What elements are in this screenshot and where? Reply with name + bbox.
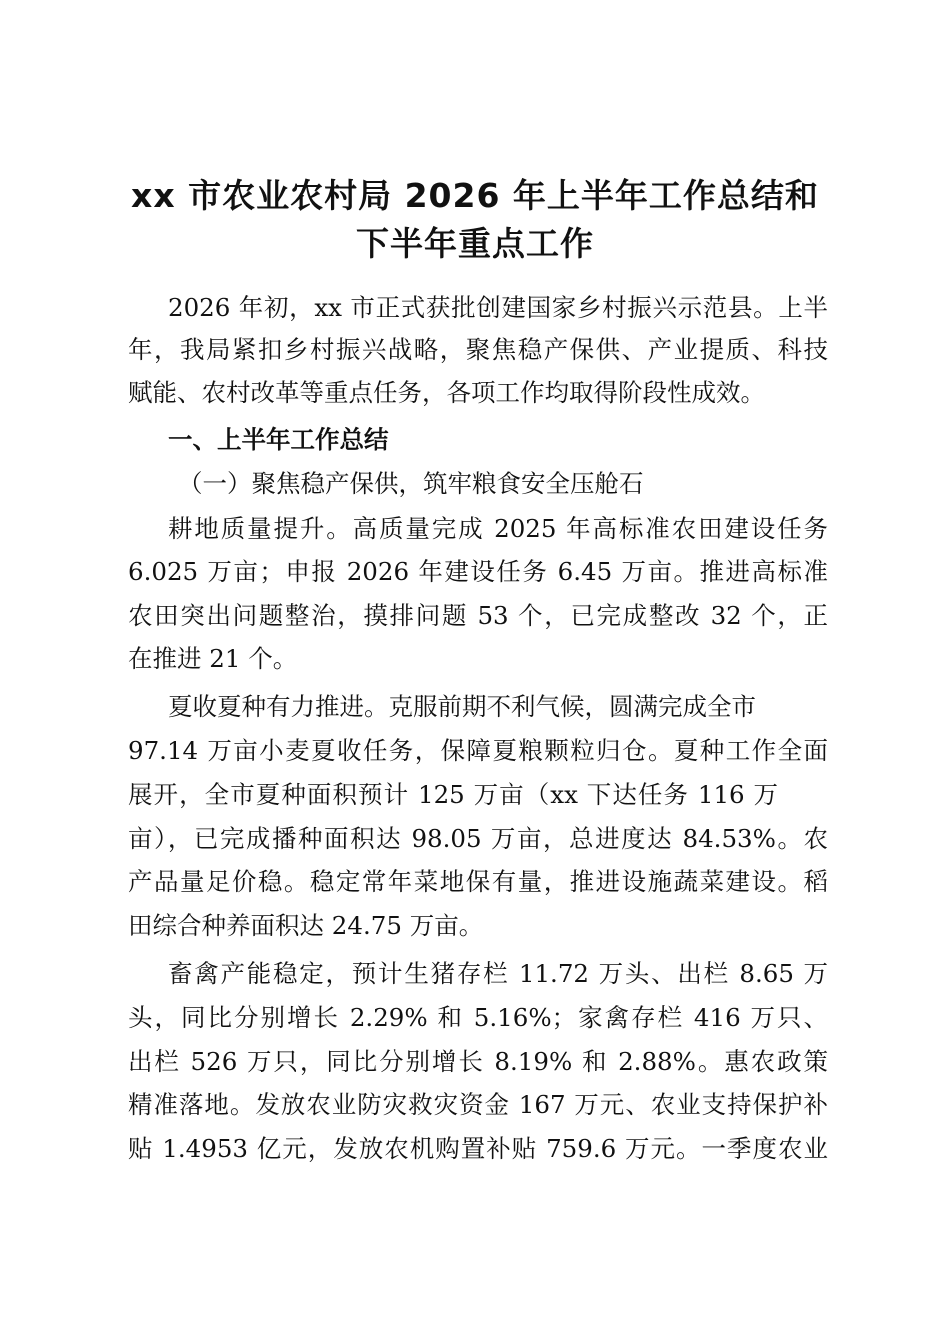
- paragraph-3-line-5: 贴 1.4953 亿元，发放农机购置补贴 759.6 万元。一季度农业: [128, 1134, 828, 1163]
- paragraph-1-line-1: 耕地质量提升。高质量完成 2025 年高标准农田建设任务: [168, 514, 828, 543]
- paragraph-2-line-4: 亩），已完成播种面积达 98.05 万亩，总进度达 84.53%。农: [128, 824, 828, 853]
- subsection-heading-1: （一）聚焦稳产保供，筑牢粮食安全压舱石: [178, 469, 644, 498]
- intro-line-3: 赋能、农村改革等重点任务，各项工作均取得阶段性成效。: [128, 378, 765, 407]
- paragraph-2-line-5: 产品量足价稳。稳定常年菜地保有量，推进设施蔬菜建设。稻: [128, 867, 828, 896]
- paragraph-1-line-4: 在推进 21 个。: [128, 644, 298, 673]
- intro-line-1: 2026 年初，xx 市正式获批创建国家乡村振兴示范县。上半: [168, 293, 828, 322]
- paragraph-3-line-4: 精准落地。发放农业防灾救灾资金 167 万元、农业支持保护补: [128, 1090, 828, 1119]
- paragraph-2-line-6: 田综合种养面积达 24.75 万亩。: [128, 911, 484, 940]
- document-title-line-1: xx 市农业农村局 2026 年上半年工作总结和: [131, 176, 819, 215]
- paragraph-2-line-2: 97.14 万亩小麦夏收任务，保障夏粮颗粒归仓。夏种工作全面: [128, 736, 828, 765]
- paragraph-3-line-2: 头，同比分别增长 2.29% 和 5.16%；家禽存栏 416 万只、: [128, 1003, 828, 1032]
- document-title-line-2: 下半年重点工作: [356, 224, 594, 263]
- paragraph-1-line-2: 6.025 万亩；申报 2026 年建设任务 6.45 万亩。推进高标准: [128, 557, 828, 586]
- paragraph-1-line-3: 农田突出问题整治，摸排问题 53 个，已完成整改 32 个，正: [128, 601, 828, 630]
- paragraph-2-line-1: 夏收夏种有力推进。克服前期不利气候，圆满完成全市: [168, 692, 756, 721]
- section-heading-1: 一、上半年工作总结: [168, 425, 389, 454]
- paragraph-3-line-1: 畜禽产能稳定，预计生猪存栏 11.72 万头、出栏 8.65 万: [168, 959, 828, 988]
- intro-line-2: 年，我局紧扣乡村振兴战略，聚焦稳产保供、产业提质、科技: [128, 335, 828, 364]
- paragraph-2-line-3: 展开，全市夏种面积预计 125 万亩（xx 下达任务 116 万: [128, 780, 778, 809]
- paragraph-3-line-3: 出栏 526 万只，同比分别增长 8.19% 和 2.88%。惠农政策: [128, 1047, 828, 1076]
